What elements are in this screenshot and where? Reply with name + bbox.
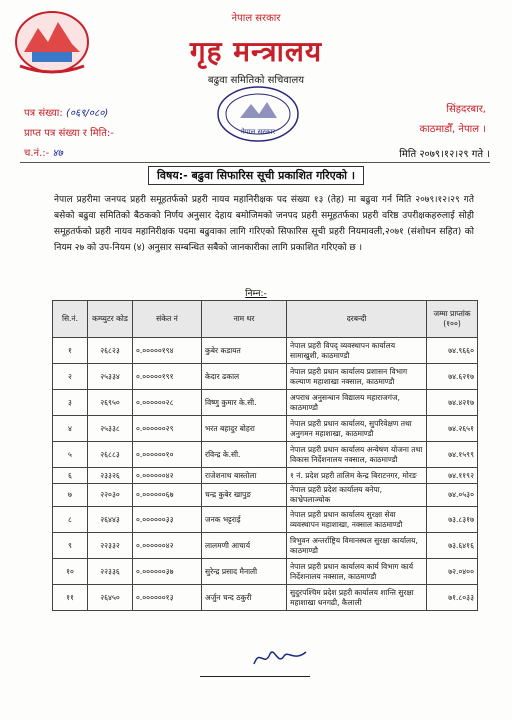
row-name: जनक भट्टराई xyxy=(202,507,287,533)
notice-body: नेपाल प्रहरीमा जनपद प्रहरी समूहतर्फको प्रहरी नायव महानिरीक्षक पद संख्या १३ (तेह) मा बढुवा गर्न मिति २०७९।१२।२९ गते बसेको बढुवा समितिको बैठकको निर्णय अनुसार देहाय बमोजिमको जनपद प्रहरी समूहतर्फका प्रहरी वरिष्ठ उपरीक्षकहरुलाई सोही समूहतर्फको प्रहरी नायव महानिरीक्षक पदमा बढुवाका लागि गरिएको सिफारिस सूची प्रहरी नियमावली,२०७१ (संशोधन सहित) को नियम २७ को उप-नियम (४) अनुसार सम्बन्धित सबैको जानकारीका लागि प्रकाशित गरिएको छ । xyxy=(54,195,474,253)
row-name: विष्णु कुमार के.सी. xyxy=(202,390,287,416)
row-post: १ नं. प्रदेश प्रहरी तालिम केन्द्र बिराटनगर, मोरङ xyxy=(287,468,427,484)
row-code: २६९५० xyxy=(88,390,133,416)
row-post: नेपाल प्रहरी विपद् व्यवस्थापन कार्यालय सामाखुशी, काठमाण्डौ xyxy=(287,338,427,364)
row-post: अपराध अनुसन्धान विद्यालय महाराजगंज, काठमाण्डौ xyxy=(287,390,427,416)
row-code: २५३३४ xyxy=(88,364,133,390)
row-score: ७४.२६५१ xyxy=(427,416,478,442)
letter-number-value: (०६९/०८०) xyxy=(65,108,109,119)
seal-text: नेपाल सरकार xyxy=(240,128,276,136)
row-post: नेपाल प्रहरी प्रदेश कार्यालय बनेपा, काभ्रेपलाञ्चोक xyxy=(287,484,427,507)
signature-icon xyxy=(250,642,310,672)
row-code: २६८२३ xyxy=(88,338,133,364)
row-score: ७४.११९२ xyxy=(427,468,478,484)
row-sn: ४ xyxy=(53,416,88,442)
row-symbol-number: ०.००००००४२ xyxy=(133,533,202,559)
secretariat-name: बढुवा समितिको सचिवालय xyxy=(207,75,305,86)
row-symbol-number: ०.००००००३७ xyxy=(133,559,202,585)
header-name: नाम थर xyxy=(202,301,287,338)
row-score: ७४.९६६० xyxy=(427,338,478,364)
header-divider xyxy=(20,162,490,163)
office-place: सिंहदरबार, xyxy=(446,104,486,115)
row-sn: २ xyxy=(53,364,88,390)
row-name: सुरेन्द्र प्रसाद मैनाली xyxy=(202,559,287,585)
table-row xyxy=(53,559,478,585)
header-computer-code: कम्प्युटर कोड xyxy=(88,301,133,338)
row-code: २६४५० xyxy=(88,585,133,611)
table-header-row xyxy=(53,301,478,338)
table-row xyxy=(53,468,478,484)
row-code: २६८८३ xyxy=(88,442,133,468)
row-name: भरत बहादुर बोहरा xyxy=(202,416,287,442)
row-score: ७४.४२१७ xyxy=(427,390,478,416)
annex-label: निम्न:- xyxy=(245,289,267,299)
row-name: अर्जुन चन्द ठकुरी xyxy=(202,585,287,611)
table-row xyxy=(53,585,478,611)
row-sn: ३ xyxy=(53,390,88,416)
row-score: ७१.८०३३ xyxy=(427,585,478,611)
letter-number-line xyxy=(24,104,114,124)
letter-meta-left xyxy=(24,104,114,164)
header-post: दरबन्दी xyxy=(287,301,427,338)
official-seal-icon xyxy=(215,84,301,144)
table-row xyxy=(53,442,478,468)
table-row xyxy=(53,416,478,442)
row-code: २५३३८ xyxy=(88,416,133,442)
table-row xyxy=(53,390,478,416)
row-score: ७४.६२१७ xyxy=(427,364,478,390)
row-name: कुबेर कडायत xyxy=(202,338,287,364)
dispatch-number-value: ४७ xyxy=(52,148,63,159)
row-symbol-number: ०.००००००२९ xyxy=(133,416,202,442)
row-sn: ७ xyxy=(53,484,88,507)
row-post: नेपाल प्रहरी प्रधान कार्यालय सुरक्षा सेवा व्यवस्थापन महाशाखा, नक्साल काठमाण्डौ xyxy=(287,507,427,533)
ministry-title: गृह मन्त्रालय xyxy=(189,35,323,68)
signature-line xyxy=(200,676,310,677)
row-score: ७४.१५९९ xyxy=(427,442,478,468)
table-row xyxy=(53,533,478,559)
row-post: सुदुरपश्चिम प्रदेश प्रहरी कार्यालय शान्ति सुरक्षा महाशाखा धनगढी, कैलाली xyxy=(287,585,427,611)
row-sn: १ xyxy=(53,338,88,364)
row-sn: ९ xyxy=(53,533,88,559)
header-total-score: जम्मा प्राप्तांक (१००) xyxy=(427,301,478,338)
row-symbol-number: ०.००००००४२ xyxy=(133,468,202,484)
dispatch-number-label: च.नं.:- xyxy=(24,148,50,159)
table-row xyxy=(53,484,478,507)
row-code: २२३३२ xyxy=(88,533,133,559)
row-sn: ६ xyxy=(53,468,88,484)
dispatch-number-line xyxy=(24,144,114,164)
row-score: ७३.६४१६ xyxy=(427,533,478,559)
table-row xyxy=(53,338,478,364)
row-symbol-number: ०.००००००२८ xyxy=(133,390,202,416)
row-code: २६४४३ xyxy=(88,507,133,533)
row-post: नेपाल प्रहरी प्रधान कार्यालय, सुपरिवेक्षण तथा अनुगमन महाशाखा, काठमाण्डौ xyxy=(287,416,427,442)
row-sn: १० xyxy=(53,559,88,585)
received-label: प्राप्त पत्र संख्या र मिति:- xyxy=(24,128,114,139)
row-code: २२०३० xyxy=(88,484,133,507)
letter-meta-right xyxy=(419,100,486,140)
row-symbol-number: ०.०००००१९१ xyxy=(133,364,202,390)
row-name: राजेशनाथ बास्तोला xyxy=(202,468,287,484)
row-name: चन्द्र कुबेर खापुङ xyxy=(202,484,287,507)
row-symbol-number: ०.००००००१३ xyxy=(133,585,202,611)
table-row xyxy=(53,507,478,533)
row-score: ७३.८३१७ xyxy=(427,507,478,533)
row-post: नेपाल प्रहरी प्रधान कार्यालय अन्वेषण योजना तथा विकास निर्देशनालय नक्साल, काठमाण्डौ xyxy=(287,442,427,468)
row-post: त्रिभुवन अन्तर्राष्ट्रिय विमानस्थल सुरक्षा कार्यालय, काठमाण्डौ xyxy=(287,533,427,559)
row-symbol-number: ०.००००००१० xyxy=(133,442,202,468)
row-symbol-number: ०.००००००६७ xyxy=(133,484,202,507)
row-name: लालमणी आचार्य xyxy=(202,533,287,559)
row-symbol-number: ०.००००००३३ xyxy=(133,507,202,533)
recommendation-table xyxy=(52,300,478,611)
row-name: केदार ढकाल xyxy=(202,364,287,390)
subject-text: विषय:- बढुवा सिफारिस सूची प्रकाशित गरिएको । xyxy=(148,166,364,185)
row-code: २३३२६ xyxy=(88,468,133,484)
row-post: नेपाल प्रहरी प्रधान कार्यालय कार्य विभाग कार्य निर्देशनालय नक्साल, काठमाण्डौ xyxy=(287,559,427,585)
row-name: रविन्द्र के.सी. xyxy=(202,442,287,468)
table-row xyxy=(53,364,478,390)
row-score: ७२.०४०० xyxy=(427,559,478,585)
row-sn: ५ xyxy=(53,442,88,468)
row-sn: ८ xyxy=(53,507,88,533)
header-sn: सि.नं. xyxy=(53,301,88,338)
row-code: २२३३६ xyxy=(88,559,133,585)
office-city: काठमाडौँ, नेपाल । xyxy=(419,124,486,135)
row-symbol-number: ०.०००००१९४ xyxy=(133,338,202,364)
letter-number-label: पत्र संख्या: xyxy=(24,108,63,119)
header-symbol-number: संकेत नं xyxy=(133,301,202,338)
row-sn: ११ xyxy=(53,585,88,611)
government-name: नेपाल सरकार xyxy=(231,13,281,24)
row-score: ७४.०५३० xyxy=(427,484,478,507)
subject-line xyxy=(0,168,512,183)
row-post: नेपाल प्रहरी प्रधान कार्यालय प्रशासन विभाग कल्याण महाशाखा नक्साल, काठमाण्डौ xyxy=(287,364,427,390)
letter-date: मिति २०७९।१२।२९ गते । xyxy=(399,149,490,160)
